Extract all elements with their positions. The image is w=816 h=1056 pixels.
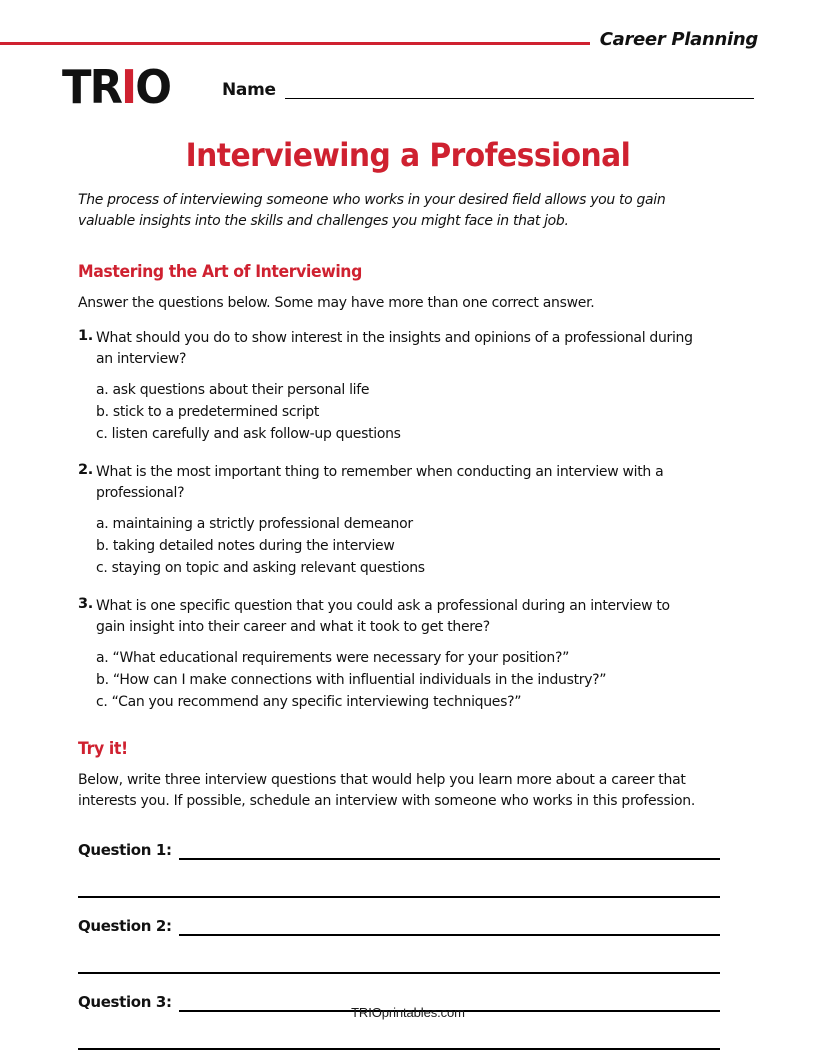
name-write-in-line[interactable] [285, 98, 754, 100]
answer-write-in-line[interactable] [179, 934, 720, 936]
answer-group [78, 836, 720, 898]
option-c[interactable]: c. listen carefully and ask follow-up questions [96, 426, 401, 442]
answer-write-in-line[interactable] [179, 858, 720, 860]
question-text: What is the most important thing to remember when conducting an interview with a professional? [96, 464, 664, 501]
section-heading-quiz: Mastering the Art of Interviewing [78, 262, 362, 281]
logo-text-after: O [135, 60, 171, 114]
option-b[interactable]: b. taking detailed notes during the interview [96, 538, 395, 554]
question-number: 1. [78, 328, 93, 344]
answer-write-in-line[interactable] [78, 972, 720, 974]
answer-label: Question 2: [78, 917, 172, 935]
option-list [96, 513, 720, 579]
section-heading-try-it: Try it! [78, 739, 128, 758]
logo-text-before: TR [62, 60, 122, 114]
option-b[interactable]: b. “How can I make connections with influential individuals in the industry?” [96, 672, 607, 688]
question-item [78, 328, 720, 445]
page-title: Interviewing a Professional [185, 136, 631, 174]
try-it-instruction: Below, write three interview questions that would help you learn more about a career that interests you. If possible, schedule an interview with someone who works in this profession. [78, 772, 695, 809]
name-label: Name [222, 80, 276, 100]
answer-row-primary [78, 836, 720, 862]
option-b[interactable]: b. stick to a predetermined script [96, 404, 320, 420]
answer-label: Question 1: [78, 841, 172, 859]
option-list [96, 379, 720, 445]
category-label: Career Planning [599, 29, 758, 50]
trio-logo [62, 60, 171, 114]
answer-row-secondary [78, 862, 720, 898]
answer-row-primary [78, 912, 720, 938]
logo-accent-letter: I [121, 60, 136, 114]
option-list [96, 647, 720, 713]
footer-url: TRIOprintables.com [351, 1005, 465, 1020]
intro-paragraph: The process of interviewing someone who works in your desired field allows you to gain valuable insights into the skills and challenges you might face in that job. [78, 192, 666, 229]
answer-write-in-line[interactable] [78, 896, 720, 898]
question-item [78, 596, 720, 713]
question-number: 2. [78, 462, 93, 478]
question-text: What is one specific question that you could ask a professional during an interview to gain insight into their career and what it took to get there? [96, 598, 670, 635]
question-text: What should you do to show interest in the insights and opinions of a professional during an interview? [96, 330, 693, 367]
question-item [78, 462, 720, 579]
question-list [78, 328, 720, 713]
answer-write-in-line[interactable] [78, 1048, 720, 1050]
question-number: 3. [78, 596, 93, 612]
option-a[interactable]: a. maintaining a strictly professional demeanor [96, 516, 413, 532]
option-c[interactable]: c. “Can you recommend any specific interviewing techniques?” [96, 694, 522, 710]
option-a[interactable]: a. ask questions about their personal life [96, 382, 370, 398]
name-field-group [222, 80, 754, 102]
header-accent-rule [0, 42, 590, 45]
answer-group [78, 912, 720, 974]
option-c[interactable]: c. staying on topic and asking relevant questions [96, 560, 425, 576]
worksheet-content [78, 190, 720, 1050]
answer-label: Question 3: [78, 993, 172, 1011]
quiz-instruction: Answer the questions below. Some may have more than one correct answer. [78, 295, 595, 311]
option-a[interactable]: a. “What educational requirements were necessary for your position?” [96, 650, 570, 666]
answer-row-secondary [78, 938, 720, 974]
